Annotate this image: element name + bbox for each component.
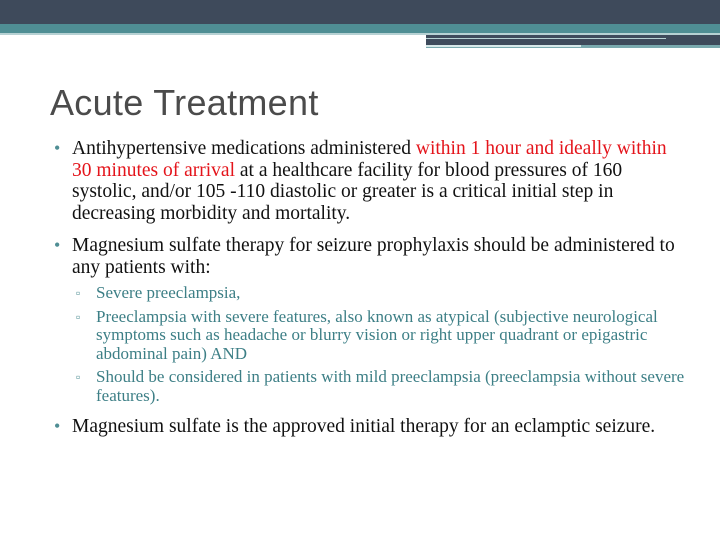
bullet-text-after: at a healthcare facility for blood pressures of 160 systolic, and/or 105 -110 diastolic or greater is a critical initial step in decreasing morbidity and mortality. xyxy=(72,159,623,224)
subbullet-icon: ▫ xyxy=(76,286,81,300)
bullet-item-2 xyxy=(52,235,688,405)
subbullet-item-3 xyxy=(72,368,688,405)
subbullet-item-2 xyxy=(72,308,688,364)
subbullet-text: Should be considered in patients with mild preeclampsia (preeclampsia without severe features). xyxy=(96,367,685,405)
slide-title: Acute Treatment xyxy=(50,82,319,123)
bullet-icon: • xyxy=(54,138,61,158)
header-accent-line-light xyxy=(426,45,581,47)
bullet-icon: • xyxy=(54,416,61,436)
subbullet-icon: ▫ xyxy=(76,370,81,384)
bullet-highlight: within 1 hour and ideally within 30 minutes of arrival xyxy=(72,138,667,181)
bullet-text: Magnesium sulfate is the approved initial therapy for an eclamptic seizure. xyxy=(72,416,656,437)
slide-content xyxy=(52,138,688,449)
subbullet-item-1 xyxy=(72,284,688,303)
subbullet-text: Preeclampsia with severe features, also known as atypical (subjective neurological symptoms such as headache or blurry vision or right upper quadrant or epigastric abdominal pain) AND xyxy=(96,306,658,363)
bullet-item-3 xyxy=(52,416,688,438)
bullet-text: Magnesium sulfate therapy for seizure prophylaxis should be administered to any patients with: xyxy=(72,235,675,278)
header-band-teal xyxy=(0,24,720,33)
bullet-text: Antihypertensive medications administered xyxy=(72,138,416,159)
header-accent-line xyxy=(426,38,666,39)
subbullet-text: Severe preeclampsia, xyxy=(96,283,241,302)
bullet-list xyxy=(52,138,688,438)
subbullet-list xyxy=(72,284,688,405)
header-band-dark xyxy=(0,0,720,24)
header-accent-dark xyxy=(426,35,720,45)
bullet-icon: • xyxy=(54,235,61,255)
subbullet-icon: ▫ xyxy=(76,309,81,324)
bullet-item-1 xyxy=(52,138,688,224)
